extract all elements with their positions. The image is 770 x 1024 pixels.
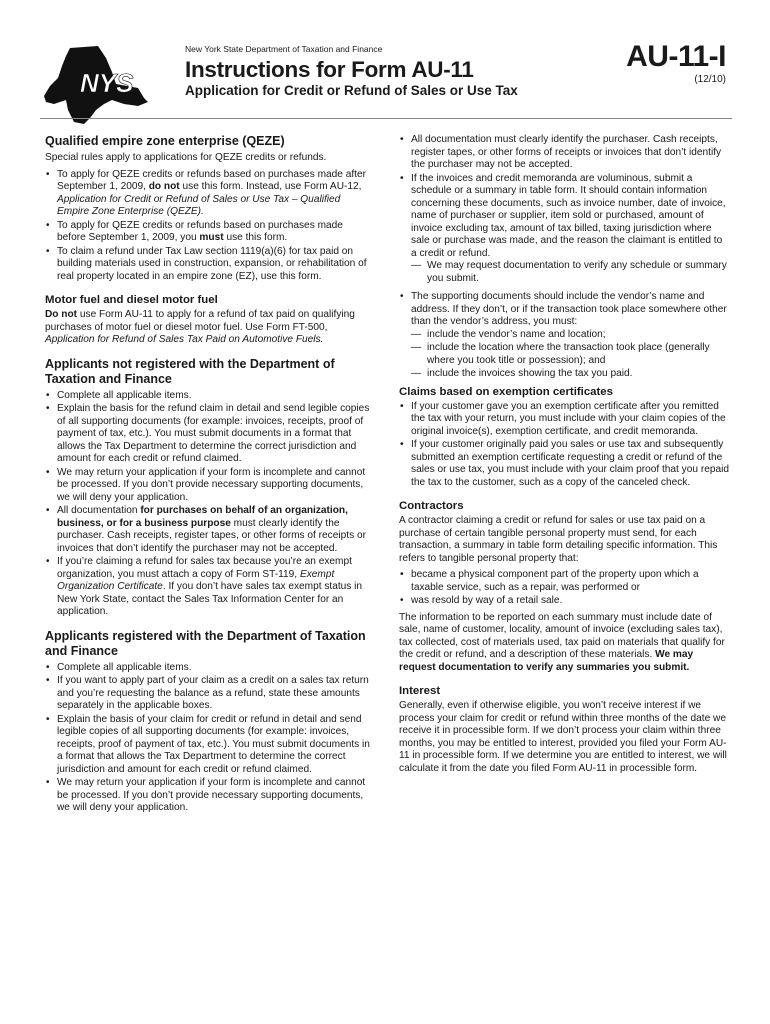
header-divider <box>40 118 732 119</box>
motor-fuel-text: Do not use Form AU-11 to apply for a refund of tax paid on qualifying purchases of motor fuel or diesel motor fuel. Use Form FT-500, Application for Refund of Sales Tax Paid on Automotive Fuels. <box>45 309 355 345</box>
list-item: • If the invoices and credit memoranda are voluminous, submit a schedule or a summary in table form. It should contain information concerning these documents, such as invoice number, date of invoice, name of purchaser or supplier, item sold or purchased, amount of invoice excluding tax, amount of tax billed, taxing jurisdiction where sale or purchase was made, and the reason the claimant is entitled to a credit or refund. — We may request documentation to verify any schedule or summary you submit. <box>399 173 730 286</box>
list-item: • All documentation for purchases on behalf of an organization, business, or for a business purpose must clearly identify the purchaser. Cash receipts, register tapes, or other forms of receipts or invoices that don’t identify the purchaser may not be accepted. <box>45 505 371 555</box>
registered-section <box>45 629 371 815</box>
form-number: AU-11-I <box>626 40 726 73</box>
sub-list <box>411 329 730 381</box>
list-item: — include the vendor’s name and location; <box>411 329 730 342</box>
list-item: — include the invoices showing the tax you paid. <box>411 368 730 381</box>
exemption-section <box>399 385 730 490</box>
list-item: • If you want to apply part of your claim as a credit on a sales tax return and you’re requesting the balance as a refund, state these amounts separately in the applicable boxes. <box>45 675 371 713</box>
contractors-heading: Contractors <box>399 500 464 512</box>
list-item: • Explain the basis of your claim for credit or refund in detail and send legible copies of all supporting documents (for example: invoices, receipts, proof of payment of tax, etc.). You must submit documents in a format that allows the Tax Department to determine the correct jurisdiction and amount for each credit or refund claimed. <box>45 714 371 777</box>
list-item: • We may return your application if your form is incomplete and cannot be processed. If you don’t provide necessary supporting documents, we will deny your application. <box>45 467 371 505</box>
registered-list <box>45 662 371 815</box>
nys-logo <box>40 44 150 128</box>
not-registered-section <box>45 357 371 619</box>
interest-heading: Interest <box>399 685 441 697</box>
list-item: • Complete all applicable items. <box>45 662 371 675</box>
exemption-list <box>399 401 730 490</box>
svg-text:NYS: NYS <box>80 68 134 98</box>
list-item: • was resold by way of a retail sale. <box>399 595 730 608</box>
not-registered-list <box>45 390 371 619</box>
page-title: Instructions for Form AU-11 <box>185 57 474 82</box>
list-item: • All documentation must clearly identify the purchaser. Cash receipts, register tapes, or other forms of receipts or invoices that don’t identify the purchaser may not be accepted. <box>399 134 730 172</box>
page-subtitle: Application for Credit or Refund of Sales or Use Tax <box>185 83 518 98</box>
list-item: • To apply for QEZE credits or refunds based on purchases made before September 1, 2009, you must use this form. <box>45 220 371 245</box>
not-registered-heading: Applicants not registered with the Department of Taxation and Finance <box>45 356 335 386</box>
list-item: — We may request documentation to verify any schedule or summary you submit. <box>411 260 730 285</box>
list-item: • We may return your application if your form is incomplete and cannot be processed. If you don’t provide necessary supporting documents, we will deny your application. <box>45 777 371 815</box>
contractors-intro: A contractor claiming a credit or refund for sales or use tax paid on a purchase of certain tangible personal property must send, for each transaction, a summary in table form detailing specific information. This refers to tangible personal property that: <box>399 515 718 564</box>
contractors-details: The information to be reported on each summary must include date of sale, name of customer, locality, amount of invoice (excluding sales tax), tax collected, cost of materials used, tax paid on materials that qualify for the credit or refund, and a description of these materials. We may request documentation to verify any summaries you submit. <box>399 611 725 673</box>
nys-wordmark <box>40 44 150 128</box>
documentation-list <box>399 134 730 381</box>
list-item: • Complete all applicable items. <box>45 390 371 403</box>
qeze-heading: Qualified empire zone enterprise (QEZE) <box>45 134 285 148</box>
department-name: New York State Department of Taxation and Finance <box>185 44 383 54</box>
form-date: (12/10) <box>694 74 726 85</box>
list-item: • To apply for QEZE credits or refunds based on purchases made after September 1, 2009, do not use this form. Instead, use Form AU-12, Application for Credit or Refund of Sales or Use Tax – Qualified Empire Zone Enterprise (QEZE). <box>45 169 371 219</box>
registered-heading: Applicants registered with the Department of Taxation and Finance <box>45 628 366 658</box>
qeze-list <box>45 169 371 284</box>
right-column <box>399 134 730 785</box>
list-item: • If you’re claiming a refund for sales tax because you’re an exempt organization, you must attach a copy of Form ST-119, Exempt Organization Certificate. If you don’t have sales tax exempt status in New York State, contact the Sales Tax Information Center for an application. <box>45 556 371 619</box>
list-item: • To claim a refund under Tax Law section 1119(a)(6) for tax paid on building materials used in construction, expansion, or rehabilitation of real property located in an empire zone (EZ), use this form. <box>45 246 371 284</box>
qeze-section <box>45 134 371 283</box>
interest-text: Generally, even if otherwise eligible, you won’t receive interest if we process your claim for credit or refund within three months of the date we receive it in processible form. If we don’t process your claim within three months, you may be entitled to interest, provided you filed your Form AU-11 in processible form. If we determine you are entitled to interest, we will calculate it from the date you filed Form AU-11 in processible form. <box>399 700 727 774</box>
contractors-list <box>399 569 730 608</box>
exemption-heading: Claims based on exemption certificates <box>399 385 613 398</box>
list-item: — include the location where the transaction took place (generally where you took title or possession); and <box>411 342 730 367</box>
motor-fuel-section <box>45 293 371 347</box>
list-item: • If your customer originally paid you sales or use tax and subsequently submitted an exemption certificate requesting a credit or refund of the sales or use tax, you must include with your claim proof that you repaid the tax to the customer, such as a copy of the canceled check. <box>399 439 730 489</box>
contractors-section <box>399 499 730 674</box>
sub-list <box>411 260 730 285</box>
list-item: • Explain the basis for the refund claim in detail and send legible copies of all supporting documents (for example: invoices, receipts, proof of payment of tax, etc.). You must submit documents in a format that allows the Tax Department to determine the correct jurisdiction and amount for each credit or refund claimed. <box>45 403 371 466</box>
list-item: • became a physical component part of the property upon which a taxable service, such as a repair, was performed or <box>399 569 730 594</box>
motor-fuel-heading: Motor fuel and diesel motor fuel <box>45 294 218 306</box>
qeze-intro: Special rules apply to applications for QEZE credits or refunds. <box>45 152 327 163</box>
left-column <box>45 134 371 825</box>
list-item: • If your customer gave you an exemption certificate after you remitted the tax with your return, you must include with your claim copies of the original invoice(s), exemption certificate, and credit memoranda. <box>399 401 730 439</box>
interest-section <box>399 684 730 775</box>
list-item: • The supporting documents should include the vendor’s name and address. If they don’t, or if the transaction took place somewhere other than the vendor’s address, you must: — include the vendor’s name and location; — include the location where the transaction took place (generally where you took title or possession); and — include the invoices showing the tax you paid. <box>399 291 730 381</box>
